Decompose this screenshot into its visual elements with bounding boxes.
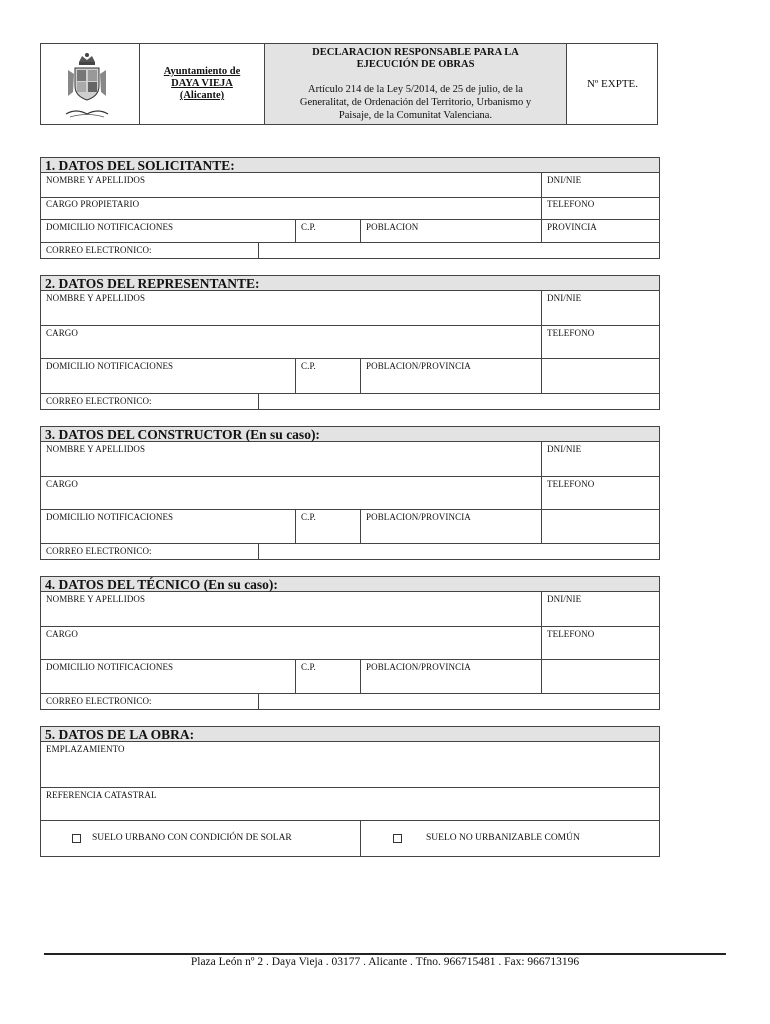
section-title: 4. DATOS DEL TÉCNICO (En su caso): (45, 577, 278, 592)
section-title: 1. DATOS DEL SOLICITANTE: (45, 158, 235, 173)
poblacion-field[interactable]: POBLACION/PROVINCIA (366, 662, 471, 672)
option-suelo-no-urbanizable: SUELO NO URBANIZABLE COMÚN (426, 833, 580, 843)
nombre-field[interactable]: NOMBRE Y APELLIDOS (46, 594, 146, 604)
checkbox-icon[interactable] (72, 834, 81, 843)
divider (41, 820, 659, 821)
divider (541, 291, 542, 393)
cargo-field[interactable]: CARGO (46, 479, 79, 489)
dni-field[interactable]: DNI/NIE (547, 594, 582, 604)
footer-address: Plaza León nº 2 . Daya Vieja . 03177 . Alicante . Tfno. 966715481 . Fax: 966713196 (190, 956, 580, 968)
dni-field[interactable]: DNI/NIE (547, 293, 582, 303)
cp-field[interactable]: C.P. (301, 361, 316, 371)
declaration-title-line: EJECUCIÓN DE OBRAS (356, 59, 475, 70)
section-title: 2. DATOS DEL REPRESENTANTE: (45, 276, 260, 291)
domicilio-field[interactable]: DOMICILIO NOTIFICACIONES (46, 361, 174, 371)
divider (541, 442, 542, 543)
declaration-sub-line: Artículo 214 de la Ley 5/2014, de 25 de julio, de la (308, 84, 523, 95)
telefono-field[interactable]: TELEFONO (547, 629, 595, 639)
referencia-catastral-field[interactable]: REFERENCIA CATASTRAL (46, 790, 157, 800)
correo-field[interactable]: CORREO ELECTRONICO: (46, 396, 152, 406)
coat-of-arms-icon (62, 52, 112, 122)
provincia-field[interactable]: PROVINCIA (547, 222, 597, 232)
divider (258, 393, 259, 410)
nombre-field[interactable]: NOMBRE Y APELLIDOS (46, 293, 146, 303)
divider (360, 820, 361, 857)
nombre-field[interactable]: NOMBRE Y APELLIDOS (46, 175, 146, 185)
cargo-field[interactable]: CARGO (46, 629, 79, 639)
cargo-field[interactable]: CARGO PROPIETARIO (46, 199, 140, 209)
organization-name (140, 66, 264, 102)
cp-field[interactable]: C.P. (301, 662, 316, 672)
organization-line: DAYA VIEJA (171, 78, 233, 89)
checkbox-icon[interactable] (393, 834, 402, 843)
cp-field[interactable]: C.P. (301, 222, 316, 232)
correo-field[interactable]: CORREO ELECTRONICO: (46, 696, 152, 706)
nombre-field[interactable]: NOMBRE Y APELLIDOS (46, 444, 146, 454)
expediente-label: Nº EXPTE. (586, 78, 639, 90)
option-suelo-urbano: SUELO URBANO CON CONDICIÓN DE SOLAR (92, 833, 292, 843)
emplazamiento-field[interactable]: EMPLAZAMIENTO (46, 744, 125, 754)
telefono-field[interactable]: TELEFONO (547, 199, 595, 209)
divider (258, 543, 259, 560)
cp-field[interactable]: C.P. (301, 512, 316, 522)
poblacion-field[interactable]: POBLACION (366, 222, 419, 232)
cargo-field[interactable]: CARGO (46, 328, 79, 338)
dni-field[interactable]: DNI/NIE (547, 175, 582, 185)
declaration-sub-line: Generalitat, de Ordenación del Territorio, Urbanismo y (299, 97, 532, 108)
divider (258, 693, 259, 710)
poblacion-field[interactable]: POBLACION/PROVINCIA (366, 361, 471, 371)
divider (258, 242, 259, 259)
domicilio-field[interactable]: DOMICILIO NOTIFICACIONES (46, 222, 174, 232)
correo-field[interactable]: CORREO ELECTRONICO: (46, 245, 152, 255)
organization-line: Ayuntamiento de (163, 66, 241, 77)
telefono-field[interactable]: TELEFONO (547, 328, 595, 338)
poblacion-field[interactable]: POBLACION/PROVINCIA (366, 512, 471, 522)
domicilio-field[interactable]: DOMICILIO NOTIFICACIONES (46, 662, 174, 672)
dni-field[interactable]: DNI/NIE (547, 444, 582, 454)
footer-rule (44, 953, 726, 955)
declaration-title (265, 47, 566, 71)
divider (541, 592, 542, 693)
section-title: 3. DATOS DEL CONSTRUCTOR (En su caso): (45, 427, 320, 442)
declaration-subtitle (265, 83, 566, 122)
correo-field[interactable]: CORREO ELECTRONICO: (46, 546, 152, 556)
declaration-sub-line: Paisaje, de la Comunitat Valenciana. (338, 110, 493, 121)
organization-line: (Alicante) (179, 90, 225, 101)
section-title: 5. DATOS DE LA OBRA: (45, 727, 195, 742)
domicilio-field[interactable]: DOMICILIO NOTIFICACIONES (46, 512, 174, 522)
declaration-title-line: DECLARACION RESPONSABLE PARA LA (312, 47, 519, 58)
telefono-field[interactable]: TELEFONO (547, 479, 595, 489)
